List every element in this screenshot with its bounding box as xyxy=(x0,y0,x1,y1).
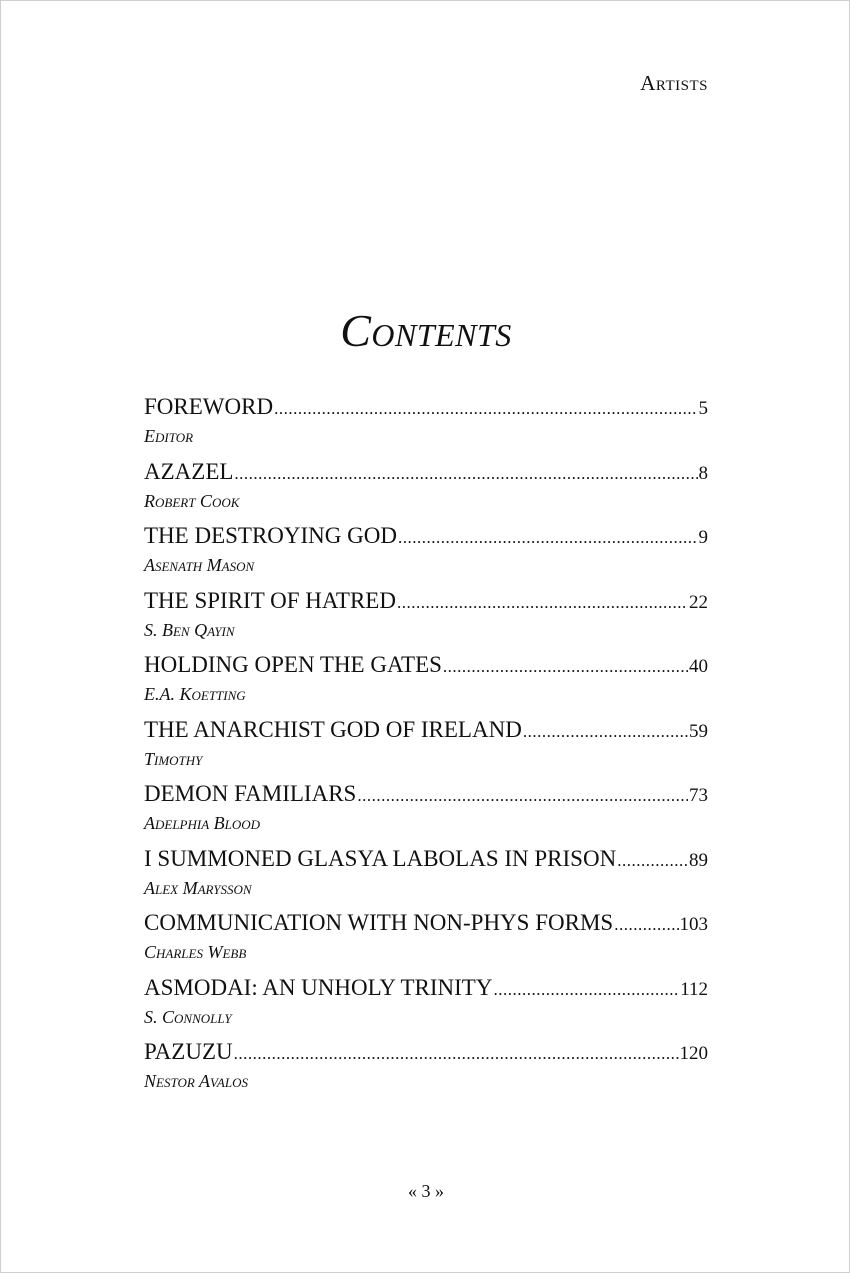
entry-title: HOLDING OPEN THE GATES xyxy=(144,652,442,677)
entry-page-number: 9 xyxy=(698,527,708,548)
entry-title: DEMON FAMILIARS xyxy=(144,781,357,806)
toc-line xyxy=(144,780,708,810)
entry-author: Nestor Avalos xyxy=(144,1071,248,1091)
entry-page-number: 5 xyxy=(698,398,708,419)
entry-page-number: 73 xyxy=(689,785,708,806)
entry-page-number: 8 xyxy=(698,462,708,484)
toc-line xyxy=(144,458,708,488)
entry-title: FOREWORD xyxy=(144,394,274,419)
entry-author: Timothy xyxy=(144,748,203,769)
entry-page-number: 59 xyxy=(689,720,708,742)
entry-title: ASMODAI: AN UNHOLY TRINITY xyxy=(144,974,493,1000)
page-title: Contents xyxy=(340,305,512,356)
toc-line xyxy=(144,522,708,552)
entry-title: COMMUNICATION WITH NON-PHYS FORMS xyxy=(144,910,614,935)
toc-line xyxy=(144,845,708,875)
dot-leader xyxy=(398,524,698,552)
toc-entry xyxy=(144,458,708,523)
entry-author: Asenath Mason xyxy=(144,555,255,575)
entry-title: THE DESTROYING GOD xyxy=(144,523,397,548)
dot-leader xyxy=(234,460,697,488)
toc-entry xyxy=(144,716,708,781)
toc-entry xyxy=(144,780,708,845)
dot-leader xyxy=(443,653,688,681)
entry-author: E.A. Koetting xyxy=(144,684,246,704)
dot-leader xyxy=(234,1040,679,1068)
toc-entry xyxy=(144,845,708,910)
dot-leader xyxy=(523,718,688,746)
toc-entry xyxy=(144,393,708,458)
toc-line xyxy=(144,974,708,1004)
toc-line xyxy=(144,587,708,617)
toc-line xyxy=(144,716,708,746)
entry-page-number: 89 xyxy=(689,849,708,871)
entry-page-number: 103 xyxy=(679,914,708,935)
entry-page-number: 40 xyxy=(689,656,708,677)
page-number: « 3 » xyxy=(408,1181,444,1201)
toc-line xyxy=(144,909,708,939)
toc-entry xyxy=(144,909,708,974)
entry-title: THE ANARCHIST GOD OF IRELAND xyxy=(144,716,522,742)
entry-page-number: 120 xyxy=(679,1043,708,1064)
entry-page-number: 22 xyxy=(689,591,708,613)
entry-author: Adelphia Blood xyxy=(144,813,261,833)
entry-title: I SUMMONED GLASYA LABOLAS IN PRISON xyxy=(144,845,617,871)
entry-author: Alex Marysson xyxy=(144,877,252,898)
entry-author: Editor xyxy=(144,426,194,446)
toc-entry xyxy=(144,974,708,1039)
dot-leader xyxy=(493,976,679,1004)
toc-line xyxy=(144,393,708,423)
entry-title: THE SPIRIT OF HATRED xyxy=(144,587,396,613)
dot-leader xyxy=(617,847,688,875)
entry-page-number: 112 xyxy=(680,978,708,1000)
toc-entry xyxy=(144,1038,708,1103)
toc-line xyxy=(144,1038,708,1068)
toc-line xyxy=(144,651,708,681)
dot-leader xyxy=(397,589,688,617)
entry-author: Charles Webb xyxy=(144,942,247,962)
entry-title: PAZUZU xyxy=(144,1039,233,1064)
toc-entry xyxy=(144,522,708,587)
dot-leader xyxy=(614,911,678,939)
entry-title: AZAZEL xyxy=(144,458,234,484)
dot-leader xyxy=(274,395,697,423)
table-of-contents xyxy=(144,393,708,1103)
dot-leader xyxy=(357,782,688,810)
toc-entry xyxy=(144,651,708,716)
toc-entry xyxy=(144,587,708,652)
running-head: Artists xyxy=(640,71,708,95)
entry-author: S. Ben Qayin xyxy=(144,619,235,640)
entry-author: S. Connolly xyxy=(144,1006,232,1027)
entry-author: Robert Cook xyxy=(144,490,240,511)
